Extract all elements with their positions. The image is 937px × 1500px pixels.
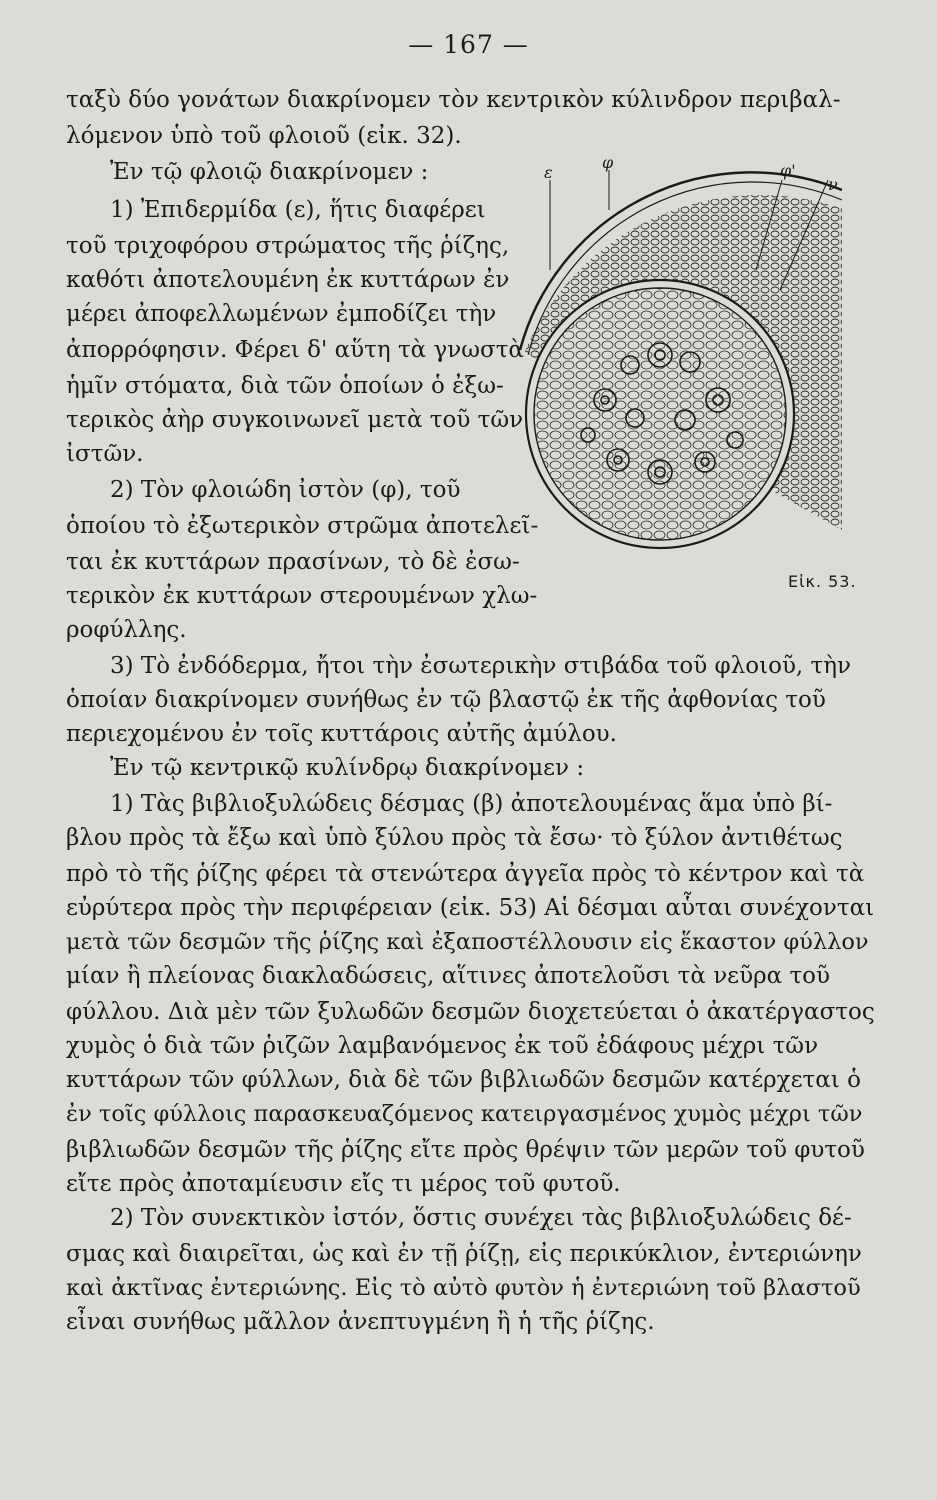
text-line: εἶναι συνήθως μᾶλλον ἀνεπτυγμένη ἢ ἡ τῆς ῥίζης. — [66, 1309, 655, 1335]
text-line: 1) Ἐπιδερμίδα (ε), ἥτις διαφέρει — [110, 197, 486, 223]
text-line: εἴτε πρὸς ἀποταμίευσιν εἴς τι μέρος τοῦ φυτοῦ. — [66, 1171, 621, 1197]
text-line: λόμενον ὑπὸ τοῦ φλοιοῦ (εἰκ. 32). — [66, 123, 462, 149]
text-line: βιβλιωδῶν δεσμῶν τῆς ῥίζης εἴτε πρὸς θρέψιν τῶν μερῶν τοῦ φυτοῦ — [66, 1137, 865, 1163]
text-line: ἀπορρόφησιν. Φέρει δ' αὕτη τὰ γνωστὰ — [66, 337, 524, 363]
text-line: ταξὺ δύο γονάτων διακρίνομεν τὸν κεντρικὸν κύλινδρον περιβαλ- — [66, 87, 841, 113]
text-line: ἡμῖν στόματα, διὰ τῶν ὁποίων ὁ ἐξω- — [66, 373, 504, 399]
text-line: βλου πρὸς τὰ ἔξω καὶ ὑπὸ ξύλου πρὸς τὰ ἔσω· τὸ ξύλον ἀντιθέτως — [66, 825, 843, 851]
label-phi: φ — [602, 153, 614, 172]
figure-caption: Εἰκ. 53. — [788, 572, 857, 591]
text-line: 2) Τὸν συνεκτικὸν ἰστόν, ὅστις συνέχει τὰς βιβλιοξυλώδεις δέ- — [110, 1205, 852, 1231]
text-line: τερικὸς ἀὴρ συγκοινωνεῖ μετὰ τοῦ τῶν — [66, 407, 524, 433]
label-phi-prime: φ' — [780, 161, 796, 180]
label-epsilon: ε — [544, 163, 553, 182]
text-line: ἐν τοῖς φύλλοις παρασκευαζόμενος κατειργασμένος χυμὸς μέχρι τῶν — [66, 1101, 863, 1127]
text-line: φύλλου. Διὰ μὲν τῶν ξυλωδῶν δεσμῶν διοχετεύεται ὁ ἀκατέργαστος — [66, 999, 875, 1025]
text-line: Ἐν τῷ κεντρικῷ κυλίνδρῳ διακρίνομεν : — [110, 755, 585, 781]
text-line: ὁποίου τὸ ἐξωτερικὸν στρῶμα ἀποτελεῖ- — [66, 513, 539, 539]
text-line: εὐρύτερα πρὸς τὴν περιφέρειαν (εἰκ. 53) Αἱ δέσμαι αὗται συνέχονται — [66, 895, 875, 921]
text-line: ται ἐκ κυττάρων πρασίνων, τὸ δὲ ἐσω- — [66, 549, 520, 575]
text-line: τερικὸν ἐκ κυττάρων στερουμένων χλω- — [66, 583, 538, 609]
text-line: 1) Τὰς βιβλιοξυλώδεις δέσμας (β) ἀποτελουμένας ἅμα ὑπὸ βί- — [110, 791, 833, 817]
text-line: σμας καὶ διαιρεῖται, ὡς καὶ ἐν τῇ ῥίζῃ, εἰς περικύκλιον, ἐντεριώνην — [66, 1241, 862, 1267]
text-line: μίαν ἢ πλείονας διακλαδώσεις, αἵτινες ἀποτελοῦσι τὰ νεῦρα τοῦ — [66, 963, 830, 989]
text-line: 3) Τὸ ἐνδόδερμα, ἤτοι τὴν ἐσωτερικὴν στιβάδα τοῦ φλοιοῦ, τὴν — [110, 653, 852, 679]
label-nu: ν — [828, 175, 838, 194]
text-line: ἰστῶν. — [66, 441, 144, 467]
page-number: — 167 — — [408, 30, 529, 59]
text-line: κυττάρων τῶν φύλλων, διὰ δὲ τῶν βιβλιωδῶν δεσμῶν κατέρχεται ὁ — [66, 1067, 861, 1093]
text-line: μετὰ τῶν δεσμῶν τῆς ῥίζης καὶ ἐξαποστέλλουσιν εἰς ἕκαστον φύλλον — [66, 929, 869, 955]
text-line: περιεχομένου ἐν τοῖς κυττάροις αὐτῆς ἀμύλου. — [66, 721, 617, 747]
text-line: τοῦ τριχοφόρου στρώματος τῆς ῥίζης, — [66, 233, 510, 259]
text-line: χυμὸς ὁ διὰ τῶν ῥιζῶν λαμβανόμενος ἐκ τοῦ ἐδάφους μέχρι τῶν — [66, 1033, 819, 1059]
text-line: ὁποίαν διακρίνομεν συνήθως ἐν τῷ βλαστῷ ἐκ τῆς ἀφθονίας τοῦ — [66, 687, 826, 713]
text-line: καθότι ἀποτελουμένη ἐκ κυττάρων ἐν — [66, 267, 510, 293]
text-line: Ἐν τῷ φλοιῷ διακρίνομεν : — [110, 159, 429, 185]
text-line: καὶ ἀκτῖνας ἐντεριώνης. Εἰς τὸ αὐτὸ φυτὸν ἡ ἐντεριώνη τοῦ βλαστοῦ — [66, 1275, 861, 1301]
text-line: ροφύλλης. — [66, 617, 187, 643]
stem-cross-section-figure — [510, 150, 842, 580]
text-line: 2) Τὸν φλοιώδη ἰστὸν (φ), τοῦ — [110, 477, 461, 503]
text-line: μέρει ἀποφελλωμένων ἐμποδίζει τὴν — [66, 301, 497, 327]
text-line: πρὸ τὸ τῆς ῥίζης φέρει τὰ στενώτερα ἀγγεῖα πρὸς τὸ κέντρον καὶ τὰ — [66, 861, 865, 887]
